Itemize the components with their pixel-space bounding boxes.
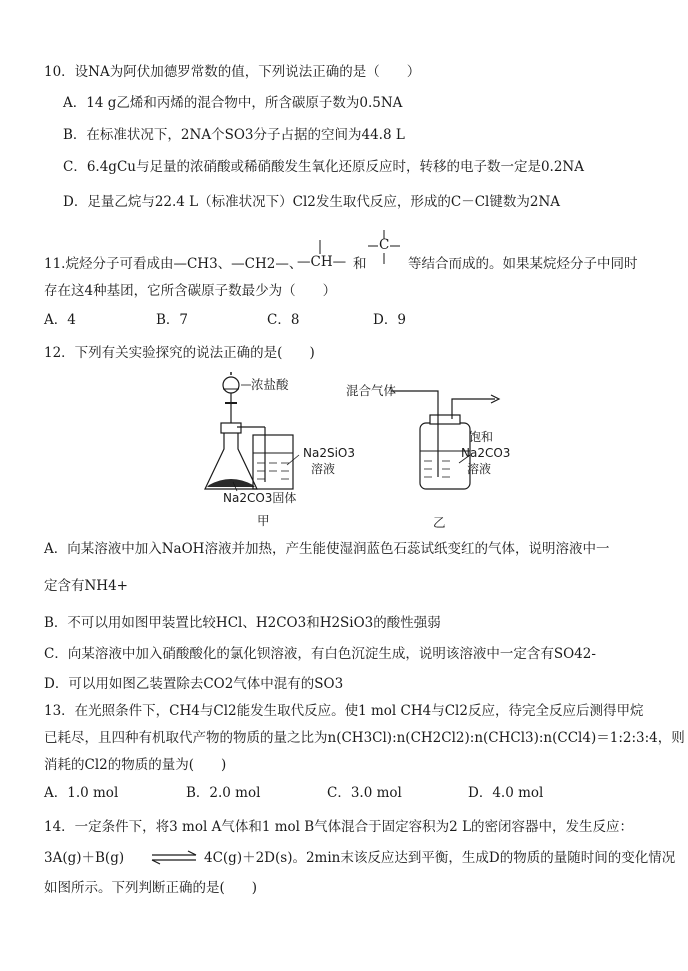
inlet-tube xyxy=(391,391,438,477)
q12-stem: 12．下列有关实验探究的说法正确的是( ) xyxy=(44,345,315,361)
flask-stopper xyxy=(221,423,241,433)
q13-line3: 消耗的Cl2的物质的量为( ) xyxy=(44,757,227,773)
q14-line1: 14．一定条件下，将3 mol A气体和1 mol B气体混合于固定容积为2 L的密闭容器中，发生反应： xyxy=(44,819,634,835)
q12-option-b: B．不可以用如图甲装置比较HCl、H2CO3和H2SiO3的酸性强弱 xyxy=(44,615,441,631)
q11-and-word: 和 xyxy=(353,256,367,272)
q14-line3: 如图所示。下列判断正确的是( ) xyxy=(44,880,258,896)
label-yi: 乙 xyxy=(433,515,446,530)
q13-option-b: B．2.0 mol xyxy=(186,785,261,801)
label-na2co3: Na2CO3 xyxy=(461,446,511,460)
beaker-jia-hatching xyxy=(257,463,289,479)
label-na2sio3: Na2SiO3 xyxy=(303,446,355,460)
q12-option-d: D．可以用如图乙装置除去CO2气体中混有的SO3 xyxy=(44,676,344,692)
label-na2sio3-solution: 溶液 xyxy=(311,462,336,476)
q11-option-d: D．9 xyxy=(373,312,406,328)
q13-option-a: A．1.0 mol xyxy=(44,785,119,801)
solid-na2co3 xyxy=(207,479,255,487)
q11-group-structures xyxy=(290,226,405,288)
q11-option-a: A．4 xyxy=(44,312,76,328)
q12-apparatus-figure xyxy=(195,367,525,535)
label-saturated: 饱和 xyxy=(469,430,494,444)
funnel-bulb xyxy=(223,377,239,393)
q11-group-ch: —CH— xyxy=(297,254,347,270)
label-na2co3-solid: Na2CO3固体 xyxy=(223,491,297,505)
q11-stem-start: 11.烷烃分子可看成由—CH3、—CH2—、 xyxy=(44,256,303,272)
label-hcl: 浓盐酸 xyxy=(251,377,289,392)
q11-group-c: C xyxy=(379,237,390,253)
beaker-jia xyxy=(253,435,293,489)
q10-option-c: C．6.4gCu与足量的浓硝酸或稀硝酸发生氧化还原反应时，转移的电子数一定是0.2NA xyxy=(63,159,584,175)
label-solution: 溶液 xyxy=(467,462,492,476)
q10-stem: 10．设NA为阿伏加德罗常数的值，下列说法正确的是（ ） xyxy=(44,64,421,80)
q14-equation-left: 3A(g)＋B(g) xyxy=(44,850,125,866)
q13-option-c: C．3.0 mol xyxy=(327,785,402,801)
q10-option-a: A．14 g乙烯和丙烯的混合物中，所含碳原子数为0.5NA xyxy=(63,95,403,111)
q14-equation-right: 4C(g)＋2D(s)。2min末该反应达到平衡，生成D的物质的量随时间的变化情况 xyxy=(204,850,676,866)
q13-option-d: D．4.0 mol xyxy=(468,785,544,801)
q13-line1: 13．在光照条件下，CH4与Cl2能发生取代反应。使1 mol CH4与Cl2反应，待完全反应后测得甲烷 xyxy=(44,703,644,719)
q12-option-a-line2: 定含有NH4+ xyxy=(44,578,128,594)
q12-option-c: C．向某溶液中加入硝酸酸化的氯化钡溶液，有白色沉淀生成，说明该溶液中一定含有SO42- xyxy=(44,646,596,662)
q11-option-c: C．8 xyxy=(267,312,300,328)
q11-stem-end: 等结合而成的。如果某烷烃分子中同时 xyxy=(408,256,638,272)
q13-line2: 已耗尽，且四种有机取代产物的物质的量之比为n(CH3Cl):n(CH2Cl2):n(CHCl3):n(CCl4)＝1:2:3:4，则 xyxy=(44,730,685,746)
q11-stem-line2: 存在这4种基团，它所含碳原子数最少为（ ） xyxy=(44,283,337,299)
q12-option-a-line1: A．向某溶液中加入NaOH溶液并加热，产生能使湿润蓝色石蕊试纸变红的气体，说明溶液中一 xyxy=(44,541,610,557)
equilibrium-arrow-icon xyxy=(150,849,200,867)
q10-option-d: D．足量乙烷与22.4 L（标准状况下）Cl2发生取代反应，形成的C－Cl键数为2NA xyxy=(63,194,561,210)
bottle-hatching xyxy=(424,461,450,477)
bottle-stopper xyxy=(430,415,460,424)
label-mixed-gas: 混合气体 xyxy=(346,383,397,398)
q11-option-b: B．7 xyxy=(156,312,189,328)
q10-option-b: B．在标准状况下，2NA个SO3分子占据的空间为44.8 L xyxy=(63,127,405,143)
label-jia: 甲 xyxy=(257,513,270,528)
